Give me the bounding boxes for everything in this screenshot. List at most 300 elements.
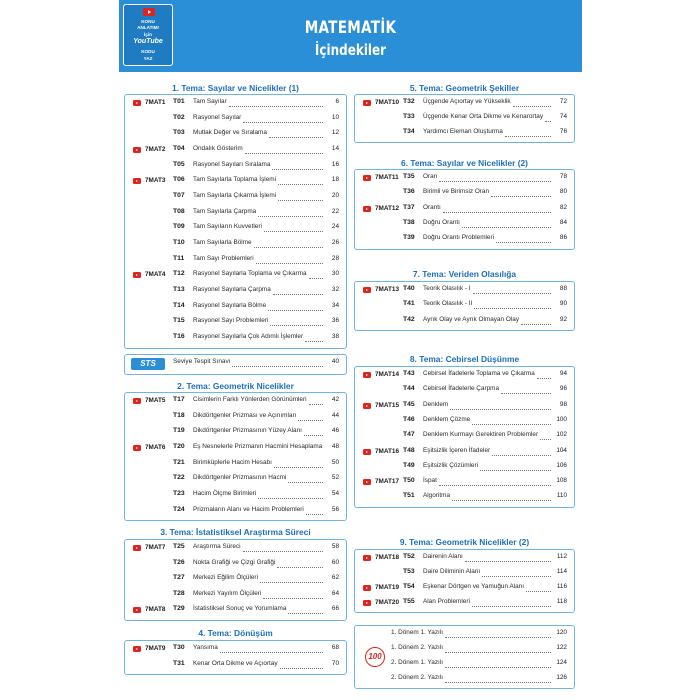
page-number: 94 [559,370,567,377]
topic-number: T09 [173,223,185,230]
page-number: 26 [331,239,339,246]
dot-leader [443,212,551,213]
section-box [124,392,347,521]
topic-number: T33 [403,113,415,120]
youtube-icon [363,479,371,485]
youtube-icon [133,100,141,106]
topic-number: T21 [173,459,185,466]
dot-leader [243,122,323,123]
page-number: 100 [556,416,567,423]
page-number: 28 [331,255,339,262]
youtube-icon [133,178,141,184]
dot-leader [274,467,323,468]
page-number: 46 [331,427,339,434]
page-number: 42 [331,396,339,403]
dot-leader [472,606,551,607]
page-number: 48 [331,443,339,450]
badge-line: KODU [141,49,155,54]
dot-leader [269,137,323,138]
dot-leader [304,435,323,436]
section-box [124,640,347,675]
topic-number: T49 [403,462,415,469]
topic-title: Cebirsel İfadelerle Toplama ve Çıkarma [423,370,535,377]
dot-leader [260,582,323,583]
topic-title: Merkezi Yayılım Ölçüleri [193,590,262,597]
topic-title: Cisimlerin Farklı Yönlerden Görünümleri [193,396,307,403]
dot-leader [264,231,323,232]
topic-title: Orantı [423,204,441,211]
topic-number: T14 [173,302,185,309]
section-box [124,354,347,375]
youtube-icon [133,272,141,278]
section-box [124,539,347,621]
video-code: 7MAT1 [145,99,166,106]
dot-leader [273,294,323,295]
hundred-badge-icon: 100 [365,647,385,667]
page-number: 70 [331,660,339,667]
dot-leader [232,366,323,367]
toc-row [355,284,573,296]
section-box [354,94,575,143]
topic-title: Tam Sayılarla Çıkarma İşlemi [193,192,277,199]
page-number: 120 [556,629,567,636]
page-number: 80 [559,188,567,195]
video-code: 7MAT5 [145,397,166,404]
toc-row [125,97,345,109]
badge-line: KONU [141,19,155,24]
badge-line: YAZ [143,56,153,61]
dot-leader [306,514,323,515]
page-number: 10 [331,114,339,121]
dot-leader [505,136,551,137]
topic-title: Tam Sayılarla Çarpma [193,208,257,215]
dot-leader [309,404,323,405]
page-number: 82 [559,204,567,211]
toc-row [125,175,345,187]
youtube-icon [363,100,371,106]
dot-leader [305,341,323,342]
dot-leader [473,293,551,294]
dot-leader [277,567,323,568]
topic-title: Seviye Tespit Sınavı [173,358,231,365]
page-number: 18 [331,176,339,183]
topic-number: T25 [173,543,185,550]
dot-leader [256,263,323,264]
section-title: 2. Tema: Geometrik Nicelikler [177,381,294,391]
video-code: 7MAT4 [145,271,166,278]
dot-leader [474,308,551,309]
toc-row [125,558,345,570]
toc-row [355,315,573,327]
topic-title: Dikdörtgenler Prizmasının Yüzey Alanı [193,427,302,434]
toc-row [125,643,345,655]
toc-row [355,643,573,655]
section-title: 8. Tema: Cebirsel Düşünme [409,354,520,364]
video-code: 7MAT2 [145,146,166,153]
topic-number: T32 [403,98,415,105]
dot-leader [496,242,551,243]
toc-row [125,604,345,616]
dot-leader [480,470,551,471]
video-code: 7MAT3 [145,177,166,184]
toc-row [125,285,345,297]
youtube-icon [133,147,141,153]
page-number: 84 [559,219,567,226]
page-number: 22 [331,208,339,215]
dot-leader [465,561,551,562]
video-code: 7MAT7 [145,544,166,551]
page-number: 16 [331,161,339,168]
topic-number: T44 [403,385,415,392]
toc-row [355,658,573,670]
topic-number: T36 [403,188,415,195]
dot-leader [288,482,323,483]
topic-number: T35 [403,173,415,180]
topic-number: T12 [173,270,185,277]
toc-row [125,269,345,281]
topic-number: T30 [173,644,185,651]
topic-number: T37 [403,204,415,211]
topic-title: Cebirsel İfadelerle Çarpma [423,385,500,392]
toc-row [125,426,345,438]
topic-number: T51 [403,492,415,499]
page-subtitle: İçindekiler [314,41,387,59]
toc-row [125,659,345,671]
youtube-icon [363,600,371,606]
toc-row [355,582,573,594]
toc-row [355,384,573,396]
page-number: 68 [331,644,339,651]
page-number: 92 [559,316,567,323]
video-code: 7MAT12 [375,205,400,212]
topic-title: Hacim Ölçme Birimleri [193,490,257,497]
page-number: 66 [331,605,339,612]
video-code: 7MAT13 [375,286,400,293]
topic-title: Tam Sayılarla Bölme [193,239,252,246]
topic-number: T24 [173,506,185,513]
topic-number: T38 [403,219,415,226]
topic-title: Teorik Olasılık - I [423,285,471,292]
page-number: 44 [331,412,339,419]
topic-number: T23 [173,490,185,497]
toc-row [125,411,345,423]
page-number: 38 [331,333,339,340]
topic-title: Dikdörtgenler Prizmasının Hacmi [193,474,287,481]
topic-title: Prizmaların Alanı ve Hacim Problemleri [193,506,304,513]
topic-number: T46 [403,416,415,423]
topic-title: 2. Dönem 2. Yazılı [391,674,443,681]
topic-title: Nokta Grafiği ve Çizgi Grafiği [193,559,276,566]
topic-title: Alan Problemleri [423,598,470,605]
dot-leader [245,153,323,154]
video-code: 7MAT10 [375,99,400,106]
page-number: 112 [556,553,567,560]
toc-row [125,238,345,250]
topic-title: Araştırma Süreci [193,543,241,550]
topic-title: Rasyonel Sayılarla Çarpma [193,286,271,293]
toc-row [355,461,573,473]
toc-row [125,222,345,234]
topic-title: Ondalık Gösterim [193,145,243,152]
topic-title: Ayrık Olay ve Ayrık Olmayan Olay [423,316,520,323]
dot-leader [540,439,551,440]
topic-title: Üçgende Açıortay ve Yükseklik [423,98,511,105]
youtube-icon [133,545,141,551]
topic-title: Yansıma [193,644,218,651]
toc-row [355,415,573,427]
page-number: 126 [556,674,567,681]
dot-leader [445,667,551,668]
header-banner [119,0,582,72]
youtube-icon [133,398,141,404]
page-number: 20 [331,192,339,199]
topic-title: İspat [423,477,437,484]
video-code: 7MAT6 [145,444,166,451]
topic-number: T16 [173,333,185,340]
toc-row [125,316,345,328]
topic-number: T08 [173,208,185,215]
topic-number: T19 [173,427,185,434]
topic-number: T20 [173,443,185,450]
toc-row [355,172,573,184]
dot-leader [537,378,551,379]
topic-number: T29 [173,605,185,612]
page-number: 110 [556,492,567,499]
topic-title: Denklem Çözme [423,416,471,423]
page-number: 104 [556,447,567,454]
toc-row [355,299,573,311]
topic-title: Doğru Orantı Problemleri [423,234,495,241]
page-number: 114 [556,568,567,575]
topic-title: Dairenin Alanı [423,553,463,560]
page-number: 78 [559,173,567,180]
toc-row [125,589,345,601]
page-number: 88 [559,285,567,292]
section-title: 1. Tema: Sayılar ve Nicelikler (1) [172,83,299,93]
page-number: 24 [331,223,339,230]
topic-title: Merkezi Eğilim Ölçüleri [193,574,258,581]
dot-leader [268,310,323,311]
topic-title: Mutlak Değer ve Sıralama [193,129,267,136]
topic-title: Yardımcı Eleman Oluşturma [423,128,503,135]
toc-row [355,203,573,215]
toc-row [125,505,345,517]
page-number: 76 [559,128,567,135]
topic-number: T43 [403,370,415,377]
youtube-icon [133,607,141,613]
topic-title: Daire Diliminin Alanı [423,568,481,575]
toc-row [355,127,573,139]
topic-number: T40 [403,285,415,292]
youtube-icon [363,555,371,561]
toc-row [355,628,573,640]
section-box [354,366,575,508]
topic-number: T45 [403,401,415,408]
dot-leader [439,181,551,182]
badge-line: ANLATIMI [137,25,159,30]
topic-number: T13 [173,286,185,293]
dot-leader [492,455,551,456]
page-title: MATEMATİK [304,18,397,38]
page-number: 50 [331,459,339,466]
dot-leader [450,409,551,410]
toc-row [355,97,573,109]
page-number: 108 [556,477,567,484]
topic-number: T34 [403,128,415,135]
toc-row [355,476,573,488]
topic-title: Rasyonel Sayılarla Bölme [193,302,267,309]
toc-row [355,400,573,412]
dot-leader [243,551,323,552]
topic-title: Rasyonel Sayılar [193,114,242,121]
page-number: 36 [331,317,339,324]
dot-leader [445,682,551,683]
page-number: 106 [556,462,567,469]
toc-row [125,573,345,585]
topic-number: T55 [403,598,415,605]
page-number: 72 [559,98,567,105]
topic-title: Birimküplerle Hacim Hesabı [193,459,272,466]
page-number: 56 [331,506,339,513]
page-number: 14 [331,145,339,152]
topic-number: T54 [403,583,415,590]
topic-title: Algoritma [423,492,450,499]
dot-leader [513,106,551,107]
toc-row [355,233,573,245]
topic-number: T06 [173,176,185,183]
toc-row [355,446,573,458]
video-code: 7MAT14 [375,371,400,378]
topic-number: T22 [173,474,185,481]
topic-number: T53 [403,568,415,575]
sts-badge: STS [131,358,165,370]
toc-row [355,552,573,564]
page-number: 30 [331,270,339,277]
topic-number: T28 [173,590,185,597]
topic-title: Birimli ve Birimsiz Oran [423,188,490,195]
video-code: 7MAT11 [375,174,399,181]
dot-leader [491,196,551,197]
topic-title: Kenar Orta Dikme ve Açıortay [193,660,278,667]
topic-title: Rasyonel Sayılarla Toplama ve Çıkarma [193,270,307,277]
dot-leader [445,637,551,638]
topic-title: Denklem [423,401,449,408]
video-code: 7MAT9 [145,645,166,652]
topic-number: T03 [173,129,185,136]
toc-row [125,207,345,219]
topic-number: T07 [173,192,185,199]
toc-row [355,673,573,685]
video-code: 7MAT8 [145,606,166,613]
topic-title: Denklem Kurmayı Gerektiren Problemler [423,431,539,438]
topic-number: T11 [173,255,185,262]
page-number: 122 [556,644,567,651]
dot-leader [462,227,551,228]
page-number: 96 [559,385,567,392]
page-number: 32 [331,286,339,293]
topic-number: T10 [173,239,185,246]
topic-title: Eşitsizlik Çözümleri [423,462,479,469]
dot-leader [270,325,323,326]
dot-leader [309,278,323,279]
topic-title: Oran [423,173,438,180]
topic-title: Rasyonel Sayıları Sıralama [193,161,271,168]
dot-leader [472,424,551,425]
youtube-icon [363,287,371,293]
topic-title: 2. Dönem 1. Yazılı [391,659,443,666]
topic-title: Tam Sayılar [193,98,227,105]
dot-leader [280,668,323,669]
youtube-icon [363,585,371,591]
topic-title: Dikdörtgenler Prizması ve Açınımları [193,412,297,419]
toc-row [355,597,573,609]
section-title: 4. Tema: Dönüşüm [198,628,273,638]
video-code: 7MAT17 [375,478,400,485]
page-number: 34 [331,302,339,309]
toc-row [125,442,345,454]
page-number: 52 [331,474,339,481]
youtube-icon [363,175,371,181]
topic-number: T18 [173,412,185,419]
video-code: 7MAT16 [375,448,400,455]
topic-title: Tam Sayıların Kuvvetleri [193,223,262,230]
toc-row [125,144,345,156]
toc-row [125,128,345,140]
topic-title: 1. Dönem 2. Yazılı [391,644,443,651]
topic-title: 1. Dönem 1. Yazılı [391,629,443,636]
page-number: 40 [331,358,339,365]
page-number: 90 [559,300,567,307]
dot-leader [278,184,323,185]
dot-leader [482,576,551,577]
toc-row [125,542,345,554]
dot-leader [258,216,323,217]
toc-row [125,113,345,125]
toc-row [355,491,573,503]
dot-leader [452,500,551,501]
video-code: 7MAT15 [375,402,400,409]
toc-row [125,489,345,501]
toc-row [355,112,573,124]
section-title: 9. Tema: Geometrik Nicelikler (2) [399,537,530,547]
dot-leader [545,121,551,122]
topic-title: Tam Sayılarla Toplama İşlemi [193,176,276,183]
page-number: 58 [331,543,339,550]
youtube-icon [363,372,371,378]
section-box [354,281,575,331]
topic-title: Üçgende Kenar Orta Dikme ve Kenarortay [423,113,544,120]
toc-row [125,473,345,485]
topic-number: T26 [173,559,185,566]
toc-row [125,254,345,266]
page-number: 6 [335,98,339,105]
dot-leader [439,485,551,486]
dot-leader [526,591,551,592]
topic-number: T27 [173,574,185,581]
topic-title: Doğru Orantı [423,219,460,226]
dot-leader [288,613,323,614]
topic-number: T39 [403,234,415,241]
dot-leader [445,652,551,653]
youtube-icon [363,449,371,455]
toc-row [355,430,573,442]
toc-row [125,395,345,407]
page-number: 98 [559,401,567,408]
video-code: 7MAT20 [375,599,400,606]
badge-line: İçin [144,32,152,37]
toc-row [355,567,573,579]
page-number: 102 [556,431,567,438]
